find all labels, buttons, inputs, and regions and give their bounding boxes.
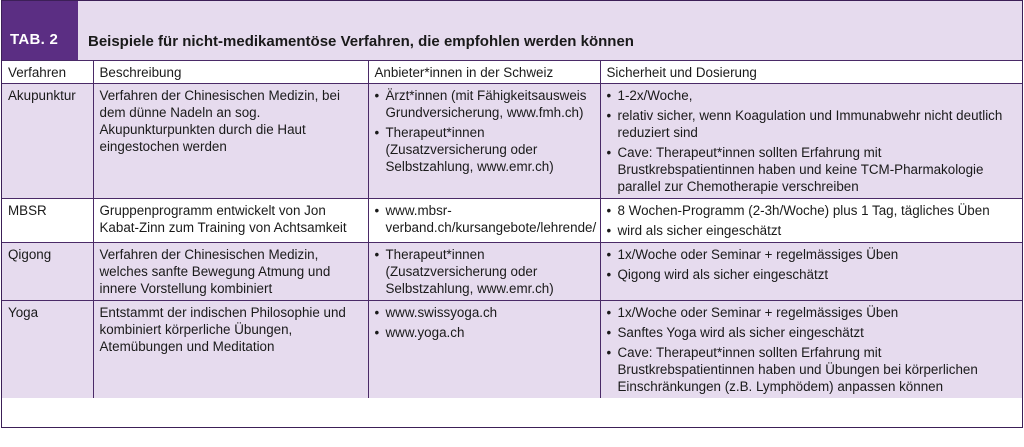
procedure-description: Verfahren der Chinesischen Medizin, welches sanfte Bewegung Atmung und innere Vorstellung kombiniert: [93, 243, 368, 301]
procedure-description: Gruppenprogramm entwickelt von Jon Kabat-Zinn zum Training von Achtsamkeit: [93, 199, 368, 243]
list-item: • www.mbsr-verband.ch/kursangebote/lehrende/: [375, 202, 594, 236]
table-row: [2, 84, 1022, 199]
procedure-name: Akupunktur: [2, 84, 93, 199]
table-header: [2, 1, 1022, 61]
column-header-verfahren: Verfahren: [2, 61, 93, 84]
list-item: • Qigong wird als sicher eingeschätzt: [607, 266, 1017, 283]
column-header-sicherheit: Sicherheit und Dosierung: [600, 61, 1022, 84]
procedure-name: Yoga: [2, 301, 93, 399]
list-item: • Ärzt*innen (mit Fähigkeitsausweis Grundversicherung, www.fmh.ch): [375, 87, 594, 121]
list-item: • Cave: Therapeut*innen sollten Erfahrung mit Brustkrebspatientinnen haben und Übungen bei körperlichen Einschränkungen (z.B. Lymphödem) anpassen können: [607, 344, 1017, 395]
list-item: • 8 Wochen-Programm (2-3h/Woche) plus 1 Tag, tägliches Üben: [607, 202, 1017, 219]
column-header-anbieter: Anbieter*innen in der Schweiz: [368, 61, 600, 84]
table-row: [2, 243, 1022, 301]
procedure-description: Verfahren der Chinesischen Medizin, bei dem dünne Nadeln an sog. Akupunkturpunkten durch die Haut eingestochen werden: [93, 84, 368, 199]
list-item: • 1x/Woche oder Seminar + regelmässiges Üben: [607, 246, 1017, 263]
table-title: Beispiele für nicht-medikamentöse Verfahren, die empfohlen werden können: [88, 33, 634, 50]
list-item: • Sanftes Yoga wird als sicher eingeschätzt: [607, 324, 1017, 341]
table-label: TAB. 2: [2, 1, 78, 60]
list-item: • Therapeut*innen (Zusatzversicherung oder Selbstzahlung, www.emr.ch): [375, 246, 594, 297]
list-item: • relativ sicher, wenn Koagulation und Immunabwehr nicht deutlich reduziert sind: [607, 107, 1017, 141]
procedures-table: [2, 61, 1022, 398]
procedure-providers: [368, 84, 600, 199]
procedure-safety: [600, 243, 1022, 301]
list-item: • www.yoga.ch: [375, 324, 594, 341]
table-row: [2, 301, 1022, 399]
table-frame: [1, 0, 1023, 428]
list-item: • wird als sicher eingeschätzt: [607, 222, 1017, 239]
procedure-providers: [368, 199, 600, 243]
procedure-name: MBSR: [2, 199, 93, 243]
procedure-safety: [600, 199, 1022, 243]
list-item: • 1-2x/Woche,: [607, 87, 1017, 104]
column-header-beschreibung: Beschreibung: [93, 61, 368, 84]
procedure-name: Qigong: [2, 243, 93, 301]
list-item: • 1x/Woche oder Seminar + regelmässiges Üben: [607, 304, 1017, 321]
procedure-providers: [368, 301, 600, 399]
list-item: • Therapeut*innen (Zusatzversicherung oder Selbstzahlung, www.emr.ch): [375, 124, 594, 175]
table-row: [2, 199, 1022, 243]
procedure-description: Entstammt der indischen Philosophie und kombiniert körperliche Übungen, Atemübungen und Meditation: [93, 301, 368, 399]
list-item: • www.swissyoga.ch: [375, 304, 594, 321]
procedure-safety: [600, 301, 1022, 399]
column-header-row: [2, 61, 1022, 84]
list-item: • Cave: Therapeut*innen sollten Erfahrung mit Brustkrebspatientinnen haben und keine TCM-Pharmakologie parallel zur Chemotherapie verschreiben: [607, 144, 1017, 195]
procedure-safety: [600, 84, 1022, 199]
procedure-providers: [368, 243, 600, 301]
